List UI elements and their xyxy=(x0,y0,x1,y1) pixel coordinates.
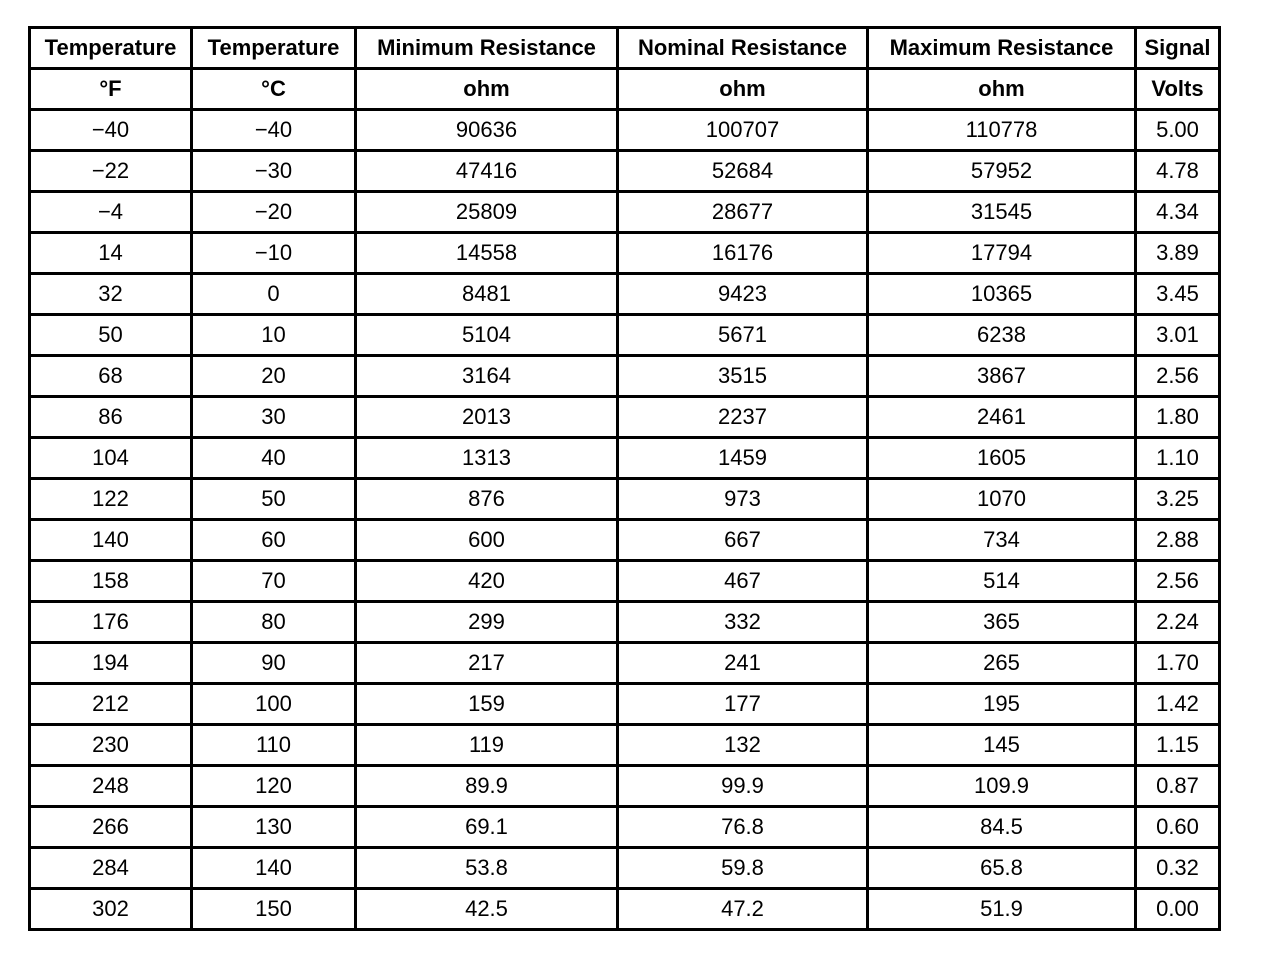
cell-signal-volts: 0.87 xyxy=(1137,767,1221,808)
cell-signal-volts: 3.01 xyxy=(1137,316,1221,357)
cell-nominal-resistance: 2237 xyxy=(619,398,869,439)
cell-maximum-resistance: 2461 xyxy=(869,398,1137,439)
table-header xyxy=(31,29,1221,111)
cell-temperature-f: 14 xyxy=(31,234,193,275)
cell-minimum-resistance: 420 xyxy=(357,562,619,603)
cell-temperature-c: −20 xyxy=(193,193,357,234)
cell-temperature-f: −40 xyxy=(31,111,193,152)
table-row xyxy=(31,808,1221,849)
cell-temperature-f: 212 xyxy=(31,685,193,726)
table-row xyxy=(31,562,1221,603)
cell-signal-volts: 1.80 xyxy=(1137,398,1221,439)
cell-minimum-resistance: 53.8 xyxy=(357,849,619,890)
table-row xyxy=(31,480,1221,521)
cell-temperature-f: 194 xyxy=(31,644,193,685)
cell-nominal-resistance: 76.8 xyxy=(619,808,869,849)
cell-temperature-f: 140 xyxy=(31,521,193,562)
cell-nominal-resistance: 1459 xyxy=(619,439,869,480)
cell-maximum-resistance: 514 xyxy=(869,562,1137,603)
cell-signal-volts: 4.78 xyxy=(1137,152,1221,193)
table-row xyxy=(31,439,1221,480)
cell-minimum-resistance: 1313 xyxy=(357,439,619,480)
cell-maximum-resistance: 65.8 xyxy=(869,849,1137,890)
cell-minimum-resistance: 14558 xyxy=(357,234,619,275)
column-header-signal-volts-unit: Volts xyxy=(1137,70,1221,111)
cell-nominal-resistance: 3515 xyxy=(619,357,869,398)
column-header-temperature-f-unit: °F xyxy=(31,70,193,111)
cell-nominal-resistance: 16176 xyxy=(619,234,869,275)
header-row-titles xyxy=(31,29,1221,70)
table-row xyxy=(31,152,1221,193)
cell-minimum-resistance: 8481 xyxy=(357,275,619,316)
cell-temperature-f: 122 xyxy=(31,480,193,521)
cell-temperature-f: 32 xyxy=(31,275,193,316)
cell-temperature-c: 110 xyxy=(193,726,357,767)
table-row xyxy=(31,234,1221,275)
cell-minimum-resistance: 217 xyxy=(357,644,619,685)
cell-minimum-resistance: 5104 xyxy=(357,316,619,357)
cell-nominal-resistance: 132 xyxy=(619,726,869,767)
cell-temperature-f: 176 xyxy=(31,603,193,644)
cell-temperature-c: 150 xyxy=(193,890,357,931)
cell-temperature-c: 90 xyxy=(193,644,357,685)
table-row xyxy=(31,316,1221,357)
cell-nominal-resistance: 59.8 xyxy=(619,849,869,890)
cell-minimum-resistance: 89.9 xyxy=(357,767,619,808)
cell-maximum-resistance: 31545 xyxy=(869,193,1137,234)
table-row xyxy=(31,726,1221,767)
table-body xyxy=(31,111,1221,931)
cell-temperature-f: −22 xyxy=(31,152,193,193)
cell-minimum-resistance: 42.5 xyxy=(357,890,619,931)
cell-maximum-resistance: 1070 xyxy=(869,480,1137,521)
cell-temperature-f: 266 xyxy=(31,808,193,849)
cell-signal-volts: 0.60 xyxy=(1137,808,1221,849)
table-row xyxy=(31,644,1221,685)
table-row xyxy=(31,521,1221,562)
cell-nominal-resistance: 47.2 xyxy=(619,890,869,931)
cell-temperature-f: 230 xyxy=(31,726,193,767)
column-header-temperature-c: Temperature xyxy=(193,29,357,70)
cell-temperature-c: −30 xyxy=(193,152,357,193)
table-row xyxy=(31,275,1221,316)
cell-nominal-resistance: 973 xyxy=(619,480,869,521)
cell-temperature-c: 50 xyxy=(193,480,357,521)
cell-temperature-f: 86 xyxy=(31,398,193,439)
cell-temperature-c: −40 xyxy=(193,111,357,152)
cell-temperature-c: 60 xyxy=(193,521,357,562)
table-row xyxy=(31,890,1221,931)
table-row xyxy=(31,767,1221,808)
header-row-units xyxy=(31,70,1221,111)
table-row xyxy=(31,193,1221,234)
cell-maximum-resistance: 10365 xyxy=(869,275,1137,316)
cell-temperature-c: 70 xyxy=(193,562,357,603)
cell-temperature-f: 50 xyxy=(31,316,193,357)
cell-signal-volts: 2.56 xyxy=(1137,562,1221,603)
cell-minimum-resistance: 299 xyxy=(357,603,619,644)
cell-maximum-resistance: 110778 xyxy=(869,111,1137,152)
cell-temperature-c: 20 xyxy=(193,357,357,398)
cell-signal-volts: 3.45 xyxy=(1137,275,1221,316)
cell-signal-volts: 0.00 xyxy=(1137,890,1221,931)
cell-signal-volts: 2.24 xyxy=(1137,603,1221,644)
cell-temperature-f: 68 xyxy=(31,357,193,398)
table-row xyxy=(31,111,1221,152)
column-header-signal-volts: Signal xyxy=(1137,29,1221,70)
column-header-minimum-resistance-unit: ohm xyxy=(357,70,619,111)
cell-temperature-c: 140 xyxy=(193,849,357,890)
cell-maximum-resistance: 734 xyxy=(869,521,1137,562)
cell-maximum-resistance: 6238 xyxy=(869,316,1137,357)
cell-maximum-resistance: 57952 xyxy=(869,152,1137,193)
cell-nominal-resistance: 467 xyxy=(619,562,869,603)
cell-nominal-resistance: 241 xyxy=(619,644,869,685)
cell-maximum-resistance: 51.9 xyxy=(869,890,1137,931)
table-row xyxy=(31,603,1221,644)
cell-minimum-resistance: 47416 xyxy=(357,152,619,193)
cell-nominal-resistance: 9423 xyxy=(619,275,869,316)
table-row xyxy=(31,685,1221,726)
cell-nominal-resistance: 667 xyxy=(619,521,869,562)
cell-temperature-c: 10 xyxy=(193,316,357,357)
cell-maximum-resistance: 265 xyxy=(869,644,1137,685)
cell-signal-volts: 5.00 xyxy=(1137,111,1221,152)
cell-maximum-resistance: 195 xyxy=(869,685,1137,726)
table-row xyxy=(31,849,1221,890)
cell-temperature-f: 302 xyxy=(31,890,193,931)
cell-temperature-f: 158 xyxy=(31,562,193,603)
cell-temperature-c: 30 xyxy=(193,398,357,439)
cell-minimum-resistance: 25809 xyxy=(357,193,619,234)
column-header-temperature-c-unit: °C xyxy=(193,70,357,111)
cell-nominal-resistance: 5671 xyxy=(619,316,869,357)
cell-temperature-c: 40 xyxy=(193,439,357,480)
cell-minimum-resistance: 3164 xyxy=(357,357,619,398)
cell-maximum-resistance: 3867 xyxy=(869,357,1137,398)
cell-temperature-f: 284 xyxy=(31,849,193,890)
table-row xyxy=(31,357,1221,398)
cell-signal-volts: 1.70 xyxy=(1137,644,1221,685)
cell-minimum-resistance: 159 xyxy=(357,685,619,726)
column-header-minimum-resistance: Minimum Resistance xyxy=(357,29,619,70)
cell-signal-volts: 0.32 xyxy=(1137,849,1221,890)
cell-nominal-resistance: 52684 xyxy=(619,152,869,193)
cell-nominal-resistance: 99.9 xyxy=(619,767,869,808)
cell-signal-volts: 1.42 xyxy=(1137,685,1221,726)
cell-signal-volts: 2.56 xyxy=(1137,357,1221,398)
cell-maximum-resistance: 84.5 xyxy=(869,808,1137,849)
cell-signal-volts: 4.34 xyxy=(1137,193,1221,234)
cell-nominal-resistance: 100707 xyxy=(619,111,869,152)
cell-maximum-resistance: 109.9 xyxy=(869,767,1137,808)
cell-temperature-c: 100 xyxy=(193,685,357,726)
cell-signal-volts: 2.88 xyxy=(1137,521,1221,562)
cell-maximum-resistance: 145 xyxy=(869,726,1137,767)
cell-temperature-c: 120 xyxy=(193,767,357,808)
cell-signal-volts: 3.89 xyxy=(1137,234,1221,275)
cell-minimum-resistance: 90636 xyxy=(357,111,619,152)
cell-signal-volts: 1.10 xyxy=(1137,439,1221,480)
cell-maximum-resistance: 365 xyxy=(869,603,1137,644)
cell-temperature-f: 104 xyxy=(31,439,193,480)
temperature-resistance-table xyxy=(28,26,1221,931)
cell-temperature-c: −10 xyxy=(193,234,357,275)
column-header-nominal-resistance: Nominal Resistance xyxy=(619,29,869,70)
cell-signal-volts: 1.15 xyxy=(1137,726,1221,767)
cell-nominal-resistance: 177 xyxy=(619,685,869,726)
cell-maximum-resistance: 1605 xyxy=(869,439,1137,480)
cell-nominal-resistance: 28677 xyxy=(619,193,869,234)
column-header-maximum-resistance-unit: ohm xyxy=(869,70,1137,111)
cell-nominal-resistance: 332 xyxy=(619,603,869,644)
cell-temperature-f: 248 xyxy=(31,767,193,808)
cell-minimum-resistance: 2013 xyxy=(357,398,619,439)
column-header-nominal-resistance-unit: ohm xyxy=(619,70,869,111)
cell-minimum-resistance: 119 xyxy=(357,726,619,767)
cell-minimum-resistance: 69.1 xyxy=(357,808,619,849)
cell-temperature-c: 0 xyxy=(193,275,357,316)
cell-minimum-resistance: 600 xyxy=(357,521,619,562)
cell-temperature-c: 130 xyxy=(193,808,357,849)
cell-temperature-c: 80 xyxy=(193,603,357,644)
cell-maximum-resistance: 17794 xyxy=(869,234,1137,275)
table-row xyxy=(31,398,1221,439)
cell-signal-volts: 3.25 xyxy=(1137,480,1221,521)
column-header-temperature-f: Temperature xyxy=(31,29,193,70)
cell-temperature-f: −4 xyxy=(31,193,193,234)
cell-minimum-resistance: 876 xyxy=(357,480,619,521)
column-header-maximum-resistance: Maximum Resistance xyxy=(869,29,1137,70)
